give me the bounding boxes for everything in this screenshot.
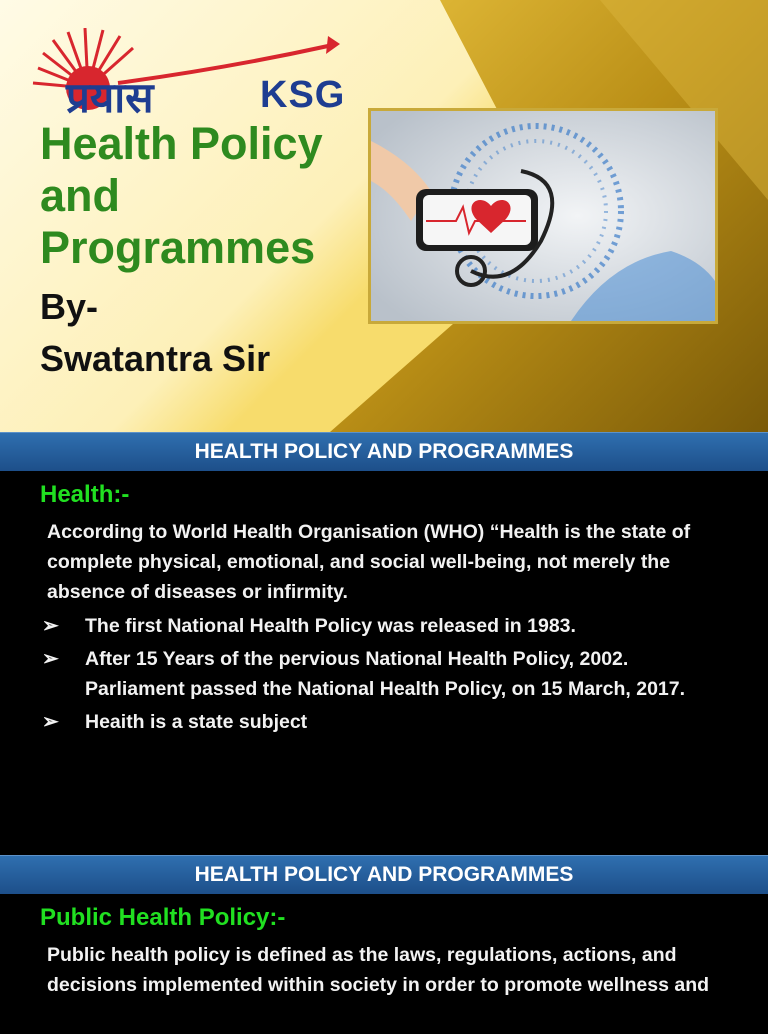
section-banner: HEALTH POLICY AND PROGRAMMES xyxy=(0,855,768,894)
arrow-bullet-icon: ➢ xyxy=(42,615,59,637)
author-name: Swatantra Sir xyxy=(40,338,271,379)
list-item xyxy=(40,644,728,704)
logo-latin-text: KSG xyxy=(260,74,346,116)
bullet-text: After 15 Years of the pervious National Health Policy, 2002. Parliament passed the National Health Policy, on 15 March, 2017. xyxy=(85,648,686,700)
section-heading: Public Health Policy:- xyxy=(40,904,286,931)
by-label: By- xyxy=(40,286,99,327)
bullet-text: Heaith is a state subject xyxy=(85,711,308,733)
title-line-2: and xyxy=(40,170,121,221)
public-health-paragraph: Public health policy is defined as the laws, regulations, actions, and decisions implemented within society in order to promote wellness and xyxy=(47,944,710,996)
title-line-1: Health Policy xyxy=(40,118,323,169)
list-item xyxy=(40,611,728,641)
public-health-slide xyxy=(0,894,768,1034)
arrow-bullet-icon: ➢ xyxy=(42,648,59,670)
section-banner: HEALTH POLICY AND PROGRAMMES xyxy=(0,432,768,471)
title-line-3: Programmes xyxy=(40,222,316,273)
health-tech-illustration-icon xyxy=(371,111,715,321)
arrow-bullet-icon: ➢ xyxy=(42,711,59,733)
section-heading: Health:- xyxy=(40,481,130,508)
prayas-ksg-logo xyxy=(28,28,358,122)
logo-hindi-text: प्रयास xyxy=(66,73,154,122)
bullet-text: The first National Health Policy was released in 1983. xyxy=(85,615,576,637)
bullet-list xyxy=(40,611,728,737)
cover-photo xyxy=(368,108,718,324)
who-definition-paragraph: According to World Health Organisation (WHO) “Health is the state of complete physical, emotional, and social well-being, not merely the absence of diseases or infirmity. xyxy=(47,521,691,603)
list-item xyxy=(40,707,728,737)
cover-slide xyxy=(0,0,768,432)
cover-title xyxy=(40,118,370,274)
health-slide xyxy=(0,471,768,855)
